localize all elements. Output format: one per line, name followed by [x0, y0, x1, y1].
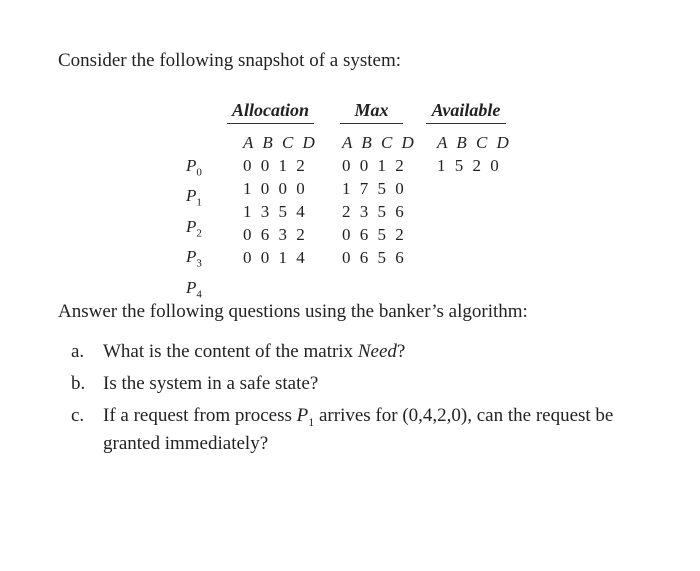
process-ref: $P_1$ — [296, 405, 315, 429]
process-label: $P_0$ — [186, 156, 202, 179]
process-label: $P_1$ — [186, 186, 202, 209]
max-cell: 1 7 5 0 — [342, 179, 407, 198]
available-column — [437, 131, 511, 177]
allocation-cell: 1 3 5 4 — [243, 202, 308, 221]
max-cell: 0 0 1 2 — [342, 156, 407, 175]
max-cell: 0 6 5 6 — [342, 248, 407, 267]
allocation-resource-labels: A B C D — [243, 133, 318, 152]
allocation-cell: 0 0 1 4 — [243, 248, 308, 267]
question-marker: a. — [71, 341, 85, 362]
question-text: If a request from process $P_1$ arrives for (0,4,2,0), can the request be granted immediately? — [103, 405, 614, 454]
max-column — [342, 131, 416, 269]
question-text: Is the system in a safe state? — [103, 373, 319, 394]
max-cell: 2 3 5 6 — [342, 202, 407, 221]
answer-intro: Answer the following questions using the banker’s algorithm: — [58, 301, 528, 322]
allocation-column — [243, 131, 317, 269]
question-marker: c. — [71, 405, 85, 426]
allocation-cell: 0 0 1 2 — [243, 156, 308, 175]
question-marker: b. — [71, 373, 86, 394]
process-label: $P_2$ — [186, 216, 202, 240]
max-cell: 0 6 5 2 — [342, 225, 407, 244]
available-resource-labels: A B C D — [437, 133, 512, 152]
available-heading: Available — [426, 100, 506, 124]
max-heading: Max — [340, 100, 403, 124]
process-label: $P_4$ — [186, 277, 202, 300]
allocation-heading: Allocation — [227, 100, 314, 124]
intro-text: Consider the following snapshot of a system: — [58, 50, 402, 71]
process-labels — [186, 154, 202, 306]
allocation-cell: 1 0 0 0 — [243, 179, 308, 198]
allocation-cell: 0 6 3 2 — [243, 225, 308, 244]
max-resource-labels: A B C D — [342, 133, 417, 152]
available-cell: 1 5 2 0 — [437, 156, 502, 175]
emphasis: Need — [357, 341, 397, 362]
process-label: $P_3$ — [186, 247, 202, 270]
question-text: What is the content of the matrix Need? — [103, 341, 406, 362]
